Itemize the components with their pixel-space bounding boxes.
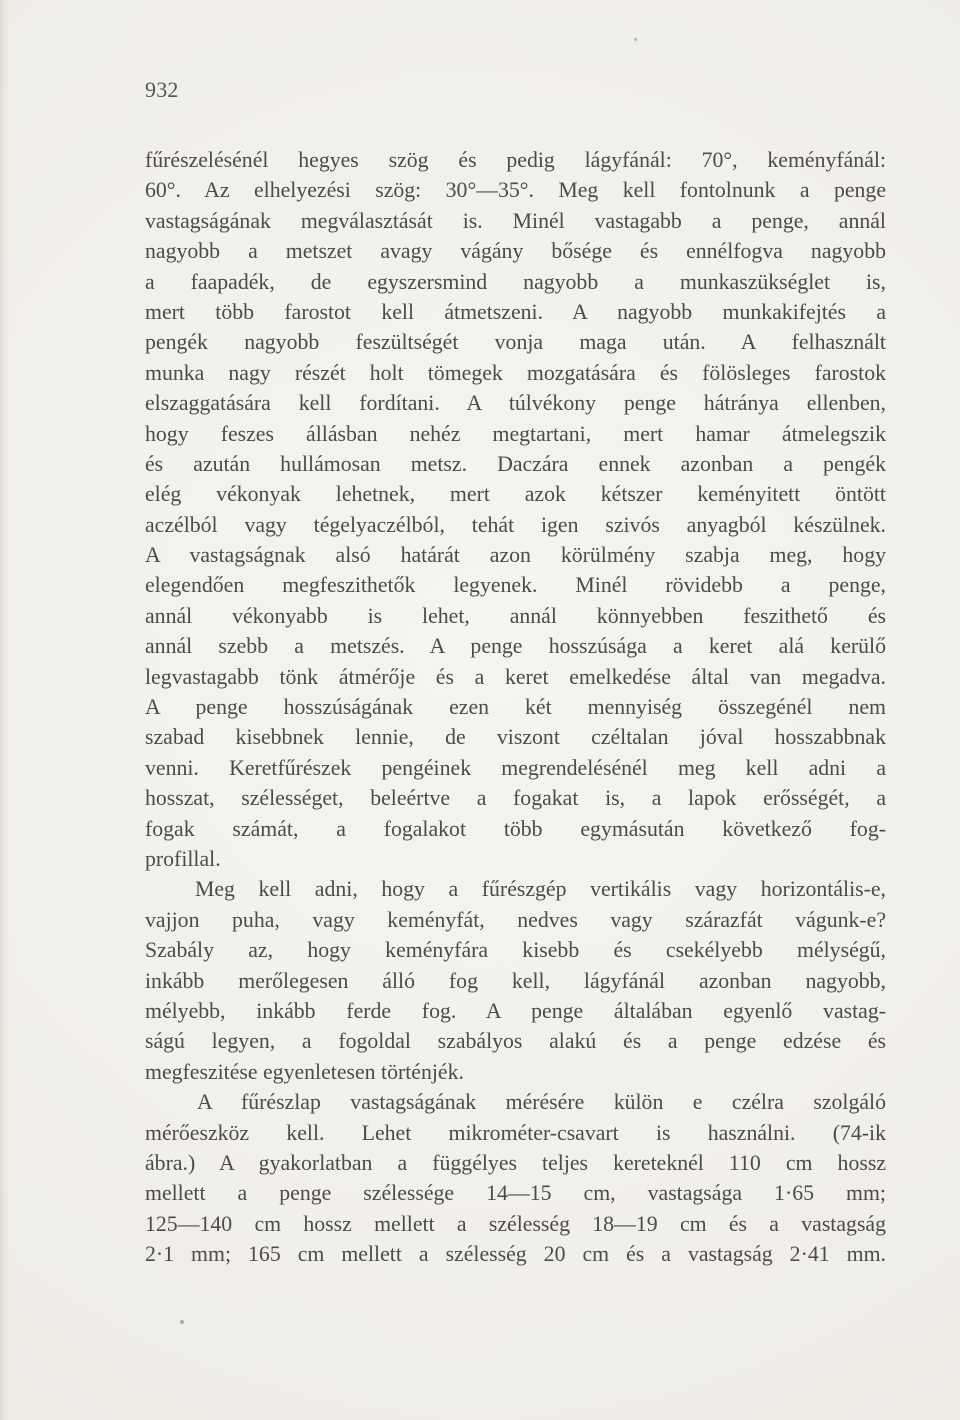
text-line: elszaggatására kell fordítani. A túlvékony penge hátránya ellenben, (145, 391, 886, 416)
print-speck-bottom (180, 1320, 184, 1324)
text-line: annál vékonyabb is lehet, annál könnyebben feszithető és (145, 603, 886, 628)
text-line: 60°. Az elhelyezési szög: 30°—35°. Meg kell fontolnunk a penge (145, 178, 886, 203)
text-line: munka nagy részét holt tömegek mozgatására és fölösleges farostok (145, 360, 886, 385)
text-line: legvastagabb tönk átmérője és a keret emelkedése által van megadva. (145, 664, 886, 689)
text-line: megfeszitése egyenletesen történjék. (145, 1059, 464, 1084)
text-line: ságú legyen, a fogoldal szabályos alakú és a penge edzése és (145, 1029, 886, 1054)
text-line: elég vékonyak lehetnek, mert azok kétszer keményitett öntött (145, 482, 886, 507)
page-binding-shadow (0, 0, 10, 1420)
text-line: és azután hullámosan metsz. Daczára ennek azonban a pengék (145, 451, 886, 476)
text-line: A penge hosszúságának ezen két mennyiség összegénél nem (145, 695, 886, 720)
text-line: nagyobb a metszet avagy vágány bősége és ennélfogva nagyobb (145, 239, 886, 264)
text-line: Szabály az, hogy keményfára kisebb és csekélyebb mélységű, (145, 938, 886, 963)
text-line: vastagságának megválasztását is. Minél vastagabb a penge, annál (145, 208, 886, 233)
text-line: mert több farostot kell átmetszeni. A nagyobb munkakifejtés a (145, 299, 886, 324)
text-line: inkább merőlegesen álló fog kell, lágyfánál azonban nagyobb, (145, 968, 886, 993)
text-line: ábra.) A gyakorlatban a függélyes teljes kereteknél 110 cm hossz (145, 1150, 886, 1175)
body-text (145, 145, 886, 1269)
page-number: 932 (145, 77, 179, 102)
text-line: aczélból vagy tégelyaczélból, tehát igen szivós anyagból készülnek. (145, 512, 886, 537)
paragraph-2 (145, 874, 886, 1087)
text-line: profillal. (145, 846, 221, 871)
text-line: elegendően megfeszithetők legyenek. Minél rövidebb a penge, (145, 573, 886, 598)
print-speck-top (634, 38, 637, 41)
text-line: szabad kisebbnek lennie, de viszont czéltalan jóval hosszabbnak (145, 725, 886, 750)
text-line: mélyebb, inkább ferde fog. A penge általában egyenlő vastag- (145, 998, 886, 1023)
text-line: pengék nagyobb feszültségét vonja maga után. A felhasznált (145, 330, 886, 355)
text-line: 125—140 cm hossz mellett a szélesség 18—19 cm és a vastagság (145, 1211, 886, 1236)
text-line: mellett a penge szélessége 14—15 cm, vastagsága 1·65 mm; (145, 1181, 886, 1206)
text-line: a faapadék, de egyszersmind nagyobb a munkaszükséglet is, (145, 269, 886, 294)
text-line: annál szebb a metszés. A penge hosszúsága a keret alá kerülő (145, 634, 886, 659)
text-line: fűrészelésénél hegyes szög és pedig lágyfánál: 70°, keményfánál: (145, 148, 886, 172)
text-line: hosszat, szélességet, beleértve a fogakat is, a lapok erősségét, a (145, 786, 886, 811)
text-line: mérőeszköz kell. Lehet mikrométer-csavart is használni. (74-ik (145, 1120, 886, 1145)
text-line: venni. Keretfűrészek pengéinek megrendelésénél meg kell adni a (145, 755, 886, 780)
paragraph-1 (145, 145, 886, 874)
text-line: Meg kell adni, hogy a fűrészgép vertikális vagy horizontális-e, (195, 877, 886, 902)
text-line: vajjon puha, vagy keményfát, nedves vagy szárazfát vágunk-e? (145, 907, 886, 932)
text-line: fogak számát, a fogalakot több egymásután következő fog- (145, 816, 886, 841)
text-line: 2·1 mm; 165 cm mellett a szélesség 20 cm és a vastagság 2·41 mm. (145, 1242, 886, 1267)
paragraph-3 (145, 1087, 886, 1269)
text-line: A vastagságnak alsó határát azon körülmény szabja meg, hogy (145, 543, 886, 568)
text-line: A fűrészlap vastagságának mérésére külön e czélra szolgáló (197, 1090, 886, 1115)
text-line: hogy feszes állásban nehéz megtartani, mert hamar átmelegszik (145, 421, 886, 446)
